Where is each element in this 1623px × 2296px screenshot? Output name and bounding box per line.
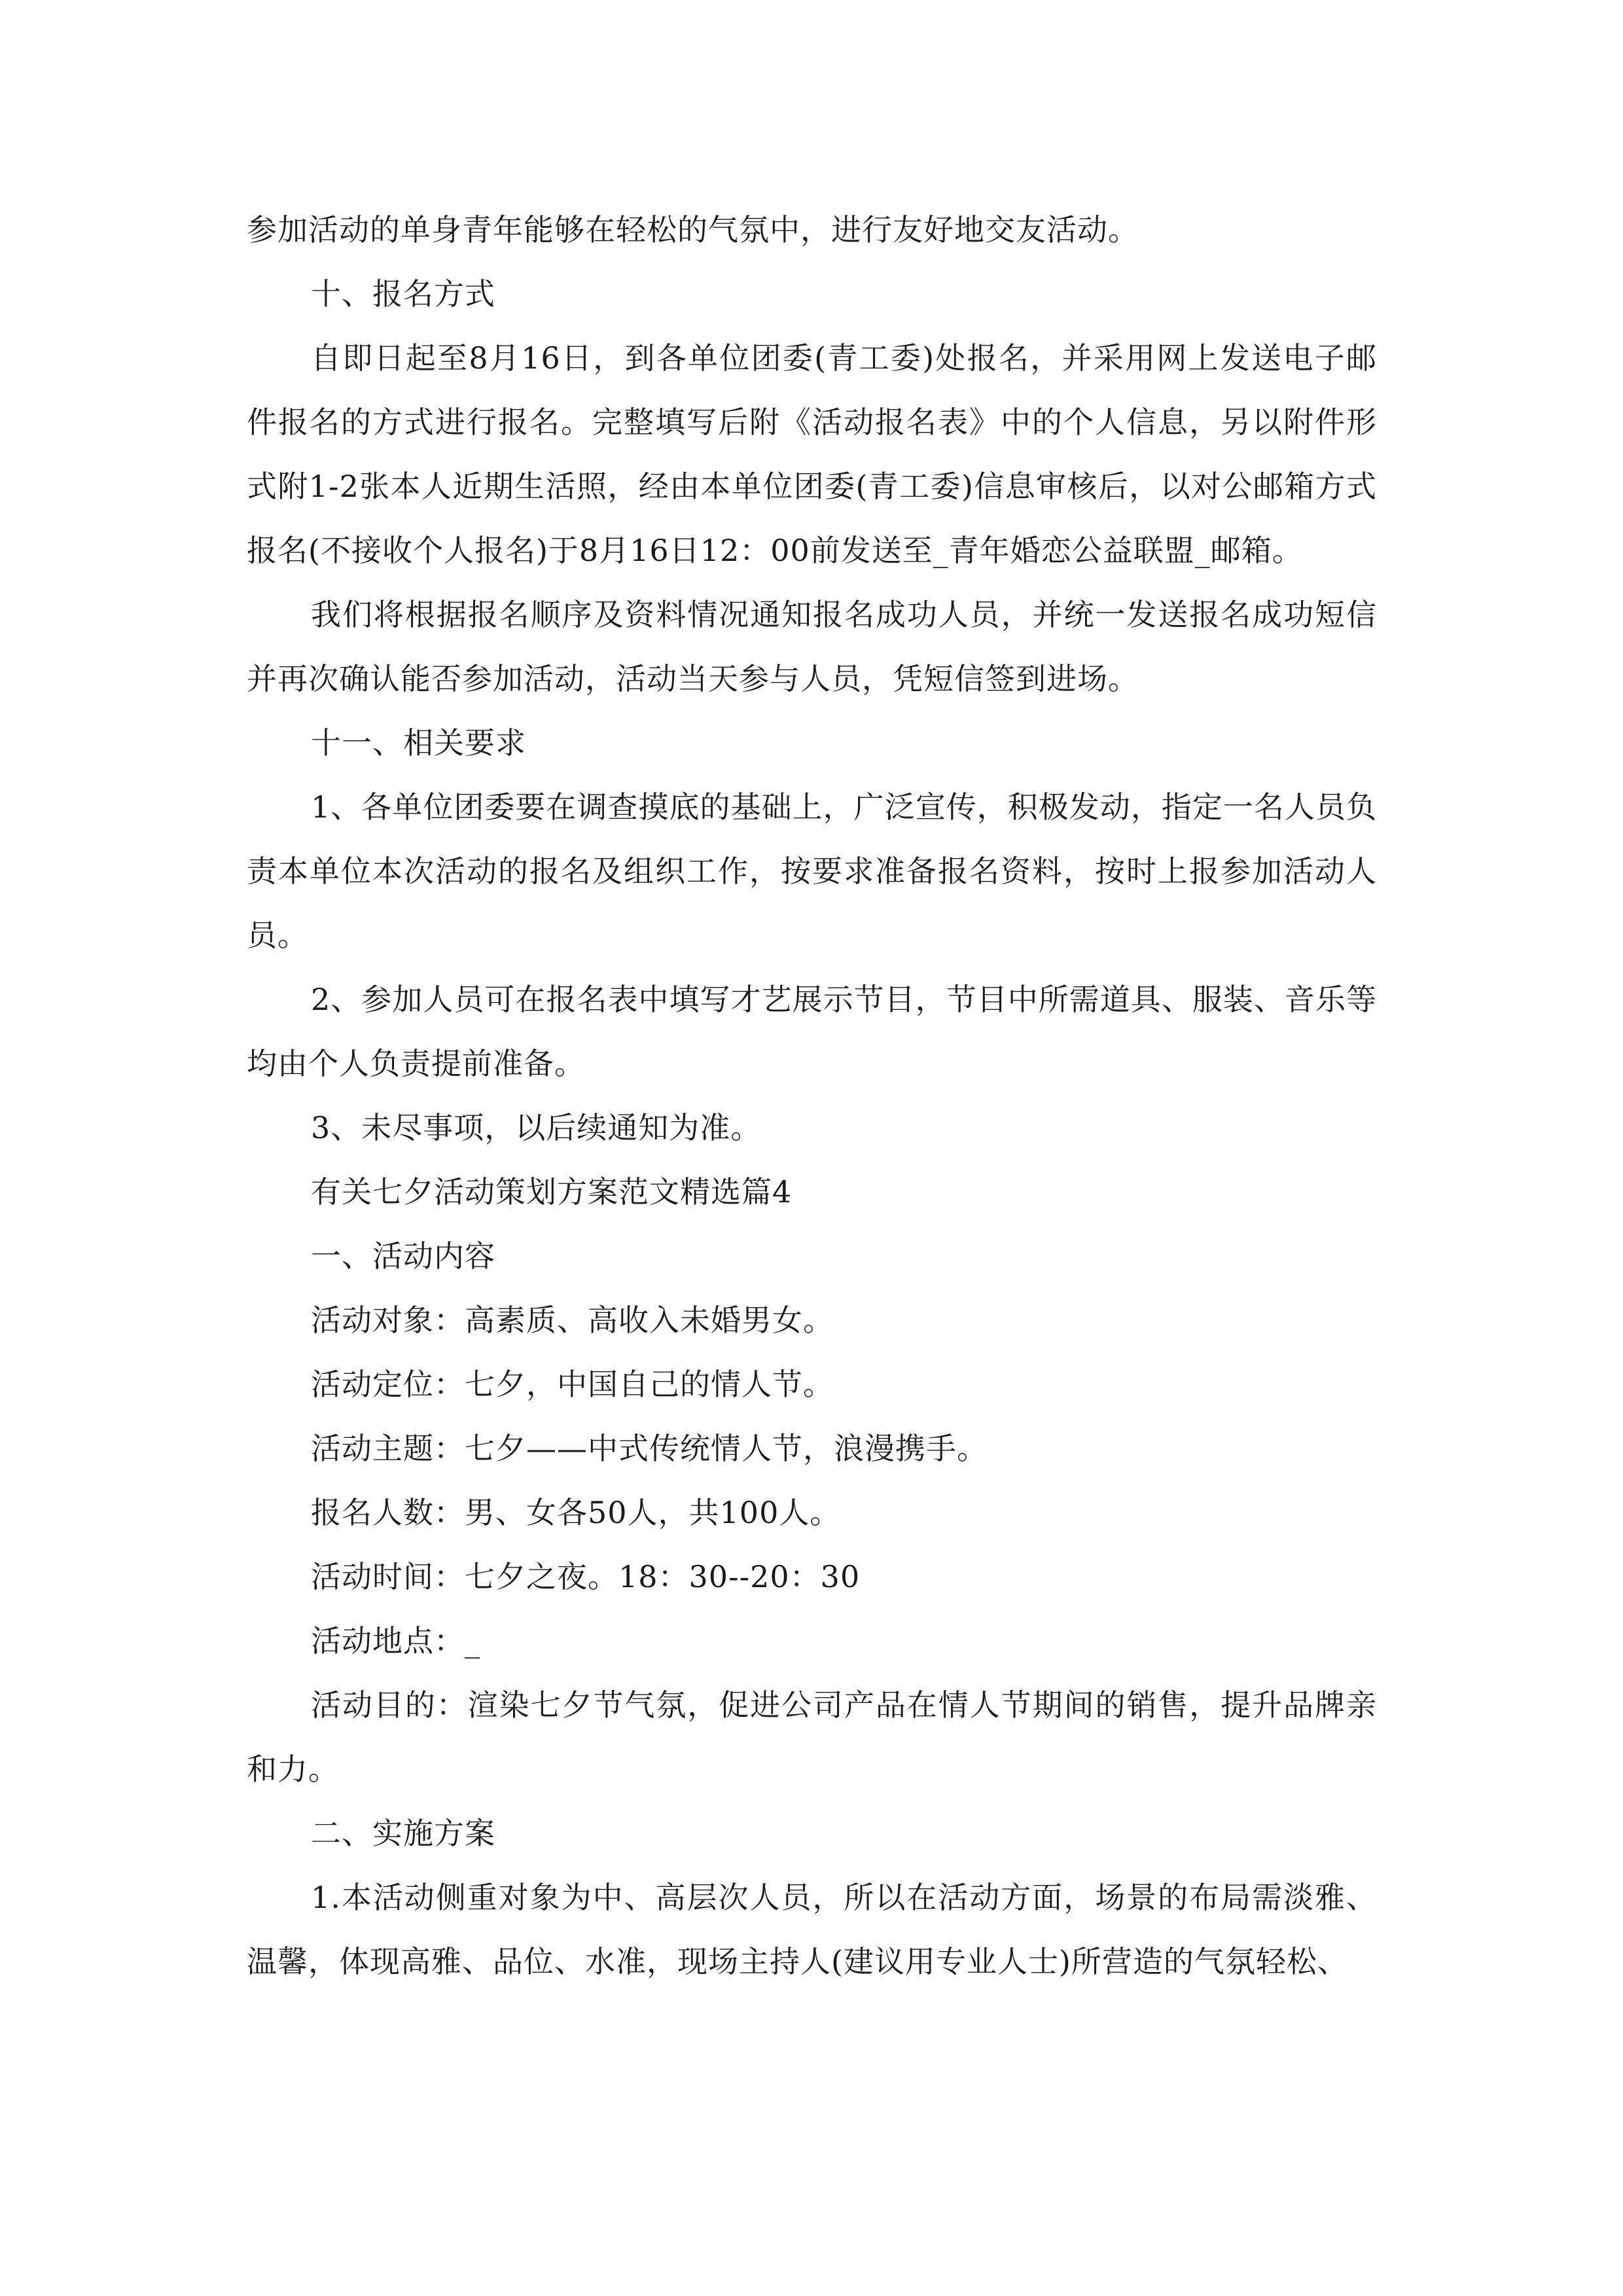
paragraph-requirement-3: 3、未尽事项，以后续通知为准。 bbox=[311, 1110, 762, 1145]
paragraph-registration-details: 自即日起至8月16日，到各单位团委(青工委)处报名，并采用网上发送电子邮件报名的方式进行报名。完整填写后附《活动报名表》中的个人信息，另以附件形式附1-2张本人近期生活照，经由本单位团委(青工委)信息审核后，以对公邮箱方式报名(不接收个人报名)于8月16日12：00前发送至_青年婚恋公益联盟_邮箱。 bbox=[247, 340, 1377, 568]
heading-implementation-plan: 二、实施方案 bbox=[311, 1816, 495, 1851]
heading-activity-content: 一、活动内容 bbox=[311, 1238, 495, 1274]
paragraph-requirement-2: 2、参加人员可在报名表中填写才艺展示节目，节目中所需道具、服装、音乐等均由个人负责提前准备。 bbox=[247, 982, 1377, 1081]
paragraph-activity-location: 活动地点：_ bbox=[311, 1623, 480, 1659]
paragraph-activity-target: 活动对象：高素质、高收入未婚男女。 bbox=[311, 1302, 834, 1338]
paragraph-registration-count: 报名人数：男、女各50人，共100人。 bbox=[311, 1495, 841, 1530]
section-title-plan-4: 有关七夕活动策划方案范文精选篇4 bbox=[311, 1174, 793, 1210]
document-body bbox=[247, 198, 1377, 1994]
heading-requirements: 十一、相关要求 bbox=[311, 725, 526, 761]
paragraph-intro-continuation: 参加活动的单身青年能够在轻松的气氛中，进行友好地交友活动。 bbox=[247, 212, 1139, 247]
heading-registration-method: 十、报名方式 bbox=[311, 276, 495, 312]
paragraph-activity-positioning: 活动定位：七夕，中国自己的情人节。 bbox=[311, 1367, 834, 1402]
paragraph-requirement-1: 1、各单位团委要在调查摸底的基础上，广泛宣传，积极发动，指定一名人员负责本单位本次活动的报名及组织工作，按要求准备报名资料，按时上报参加活动人员。 bbox=[247, 789, 1377, 953]
paragraph-implementation-1: 1.本活动侧重对象为中、高层次人员，所以在活动方面，场景的布局需淡雅、温馨，体现高雅、品位、水准，现场主持人(建议用专业人士)所营造的气氛轻松、 bbox=[247, 1880, 1377, 1979]
paragraph-activity-purpose: 活动目的：渲染七夕节气氛，促进公司产品在情人节期间的销售，提升品牌亲和力。 bbox=[247, 1687, 1377, 1787]
paragraph-activity-time: 活动时间：七夕之夜。18：30--20：30 bbox=[311, 1559, 861, 1594]
paragraph-registration-notification: 我们将根据报名顺序及资料情况通知报名成功人员，并统一发送报名成功短信并再次确认能否参加活动，活动当天参与人员，凭短信签到进场。 bbox=[247, 597, 1377, 696]
paragraph-activity-theme: 活动主题：七夕——中式传统情人节，浪漫携手。 bbox=[311, 1431, 988, 1466]
